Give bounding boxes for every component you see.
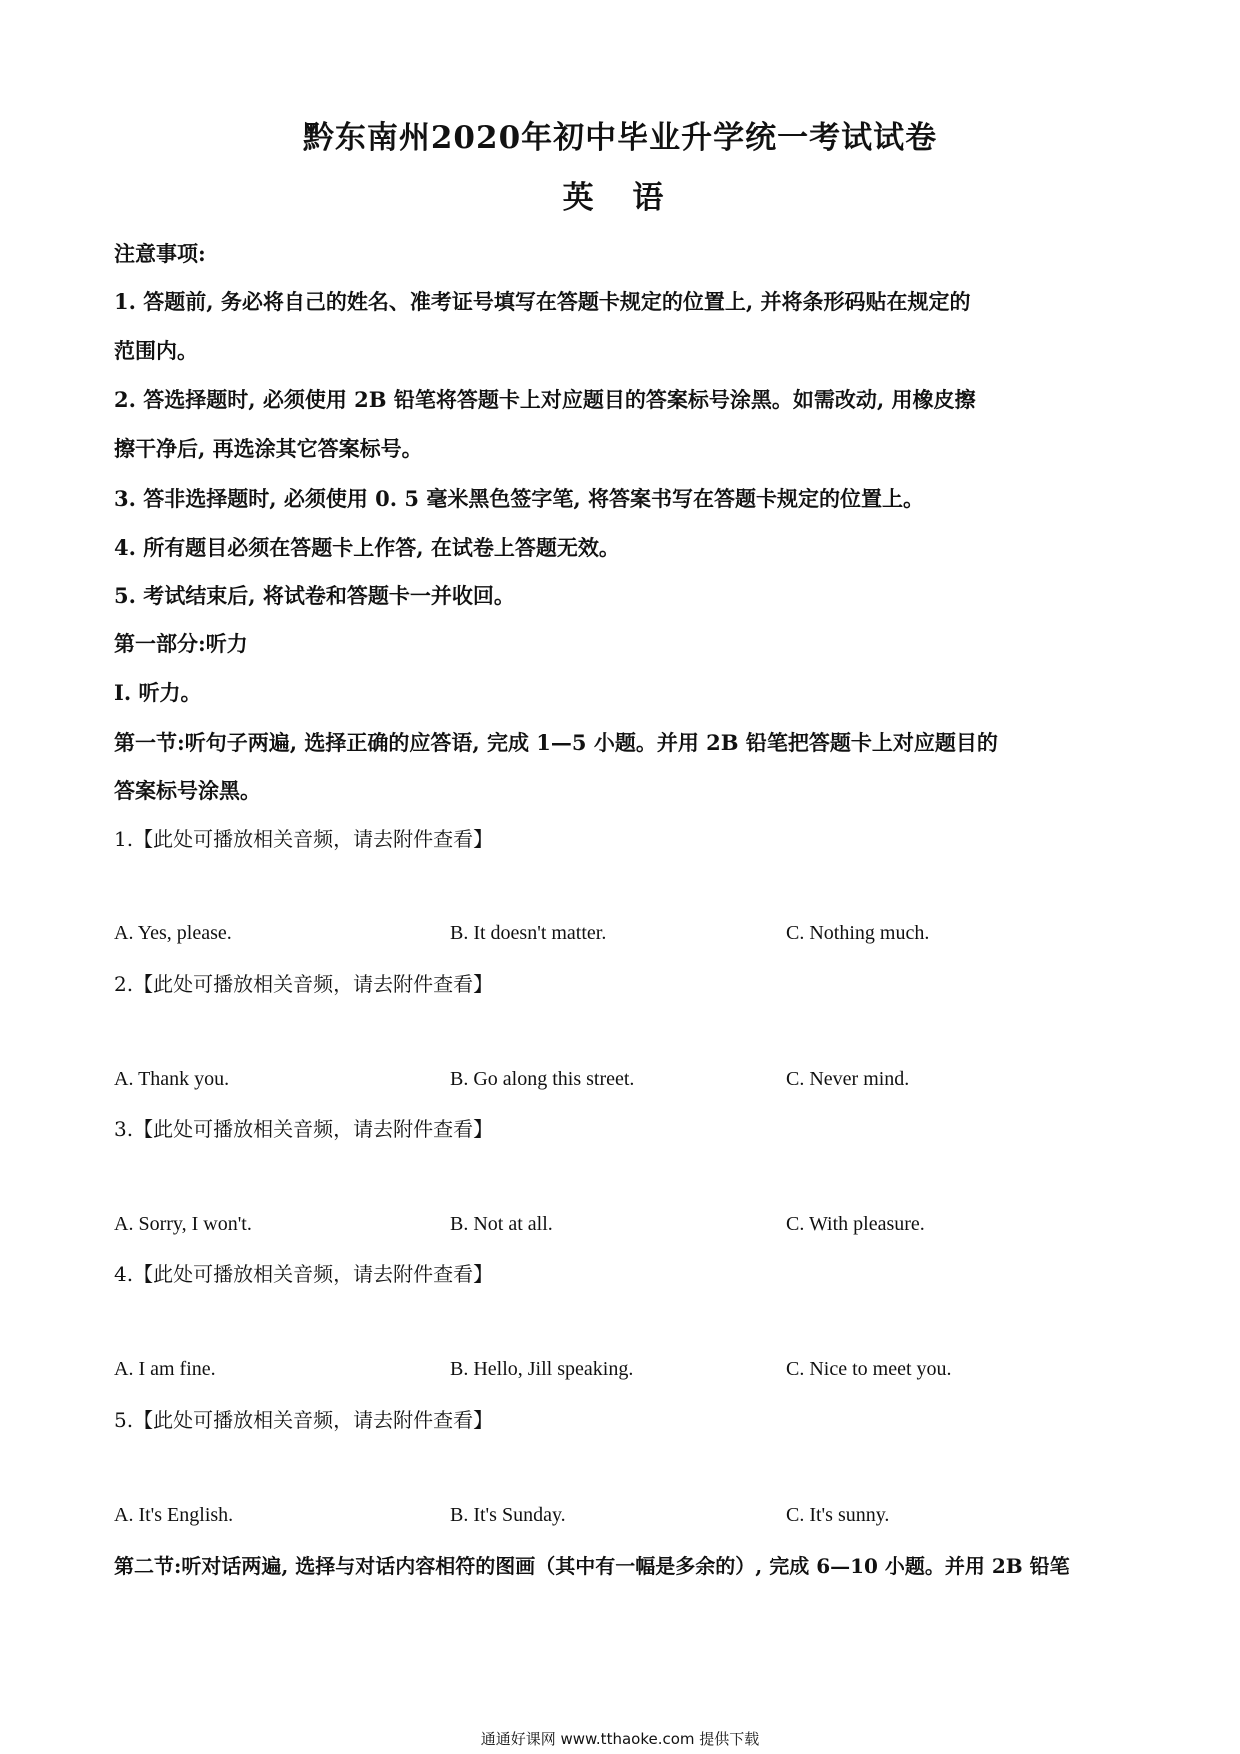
notice-line: 范围内。	[114, 338, 198, 363]
section-heading: I. 听力。	[114, 680, 202, 705]
notice-line: 4. 所有题目必须在答题卡上作答, 在试卷上答题无效。	[114, 535, 620, 560]
option-c: C. With pleasure.	[786, 1213, 925, 1235]
exam-subject: 英 语	[562, 180, 678, 216]
option-c: C. Never mind.	[786, 1068, 910, 1090]
option-b: B. It doesn't matter.	[450, 922, 607, 944]
question-prompt: 1.【此处可播放相关音频，请去附件查看】	[114, 827, 494, 851]
option-c: C. It's sunny.	[786, 1504, 890, 1526]
option-a: A. I am fine.	[114, 1358, 216, 1380]
option-a: A. Thank you.	[114, 1068, 230, 1090]
question-prompt: 5.【此处可播放相关音频，请去附件查看】	[114, 1408, 494, 1432]
section-instruction: 第二节:听对话两遍, 选择与对话内容相符的图画（其中有一幅是多余的）, 完成 6—10 小题。并用 2B 铅笔	[114, 1554, 1070, 1578]
option-b: B. Hello, Jill speaking.	[450, 1358, 634, 1380]
notice-heading: 注意事项:	[114, 241, 206, 266]
option-a: A. Sorry, I won't.	[114, 1213, 252, 1235]
page-footer: 通通好课网 www.tthaoke.com 提供下载	[480, 1730, 760, 1748]
question-prompt: 3.【此处可播放相关音频，请去附件查看】	[114, 1117, 494, 1141]
option-b: B. It's Sunday.	[450, 1504, 566, 1526]
notice-line: 1. 答题前, 务必将自己的姓名、准考证号填写在答题卡规定的位置上, 并将条形码贴在规定的	[114, 289, 971, 314]
question-prompt: 2.【此处可播放相关音频，请去附件查看】	[114, 972, 494, 996]
option-b: B. Not at all.	[450, 1213, 553, 1235]
option-b: B. Go along this street.	[450, 1068, 635, 1090]
notice-line: 3. 答非选择题时, 必须使用 0. 5 毫米黑色签字笔, 将答案书写在答题卡规定的位置上。	[114, 486, 924, 511]
option-c: C. Nice to meet you.	[786, 1358, 952, 1380]
option-a: A. It's English.	[114, 1504, 234, 1526]
section-instruction: 答案标号涂黑。	[114, 778, 261, 803]
part-heading: 第一部分:听力	[114, 631, 248, 656]
notice-line: 5. 考试结束后, 将试卷和答题卡一并收回。	[114, 583, 515, 608]
option-c: C. Nothing much.	[786, 922, 930, 944]
question-prompt: 4.【此处可播放相关音频，请去附件查看】	[114, 1262, 494, 1286]
section-instruction: 第一节:听句子两遍, 选择正确的应答语, 完成 1—5 小题。并用 2B 铅笔把答题卡上对应题目的	[114, 730, 998, 755]
exam-title: 黔东南州2020年初中毕业升学统一考试试卷	[302, 120, 938, 156]
option-a: A. Yes, please.	[114, 922, 232, 944]
notice-line: 2. 答选择题时, 必须使用 2B 铅笔将答题卡上对应题目的答案标号涂黑。如需改动, 用橡皮擦	[114, 387, 976, 412]
notice-line: 擦干净后, 再选涂其它答案标号。	[114, 436, 423, 461]
